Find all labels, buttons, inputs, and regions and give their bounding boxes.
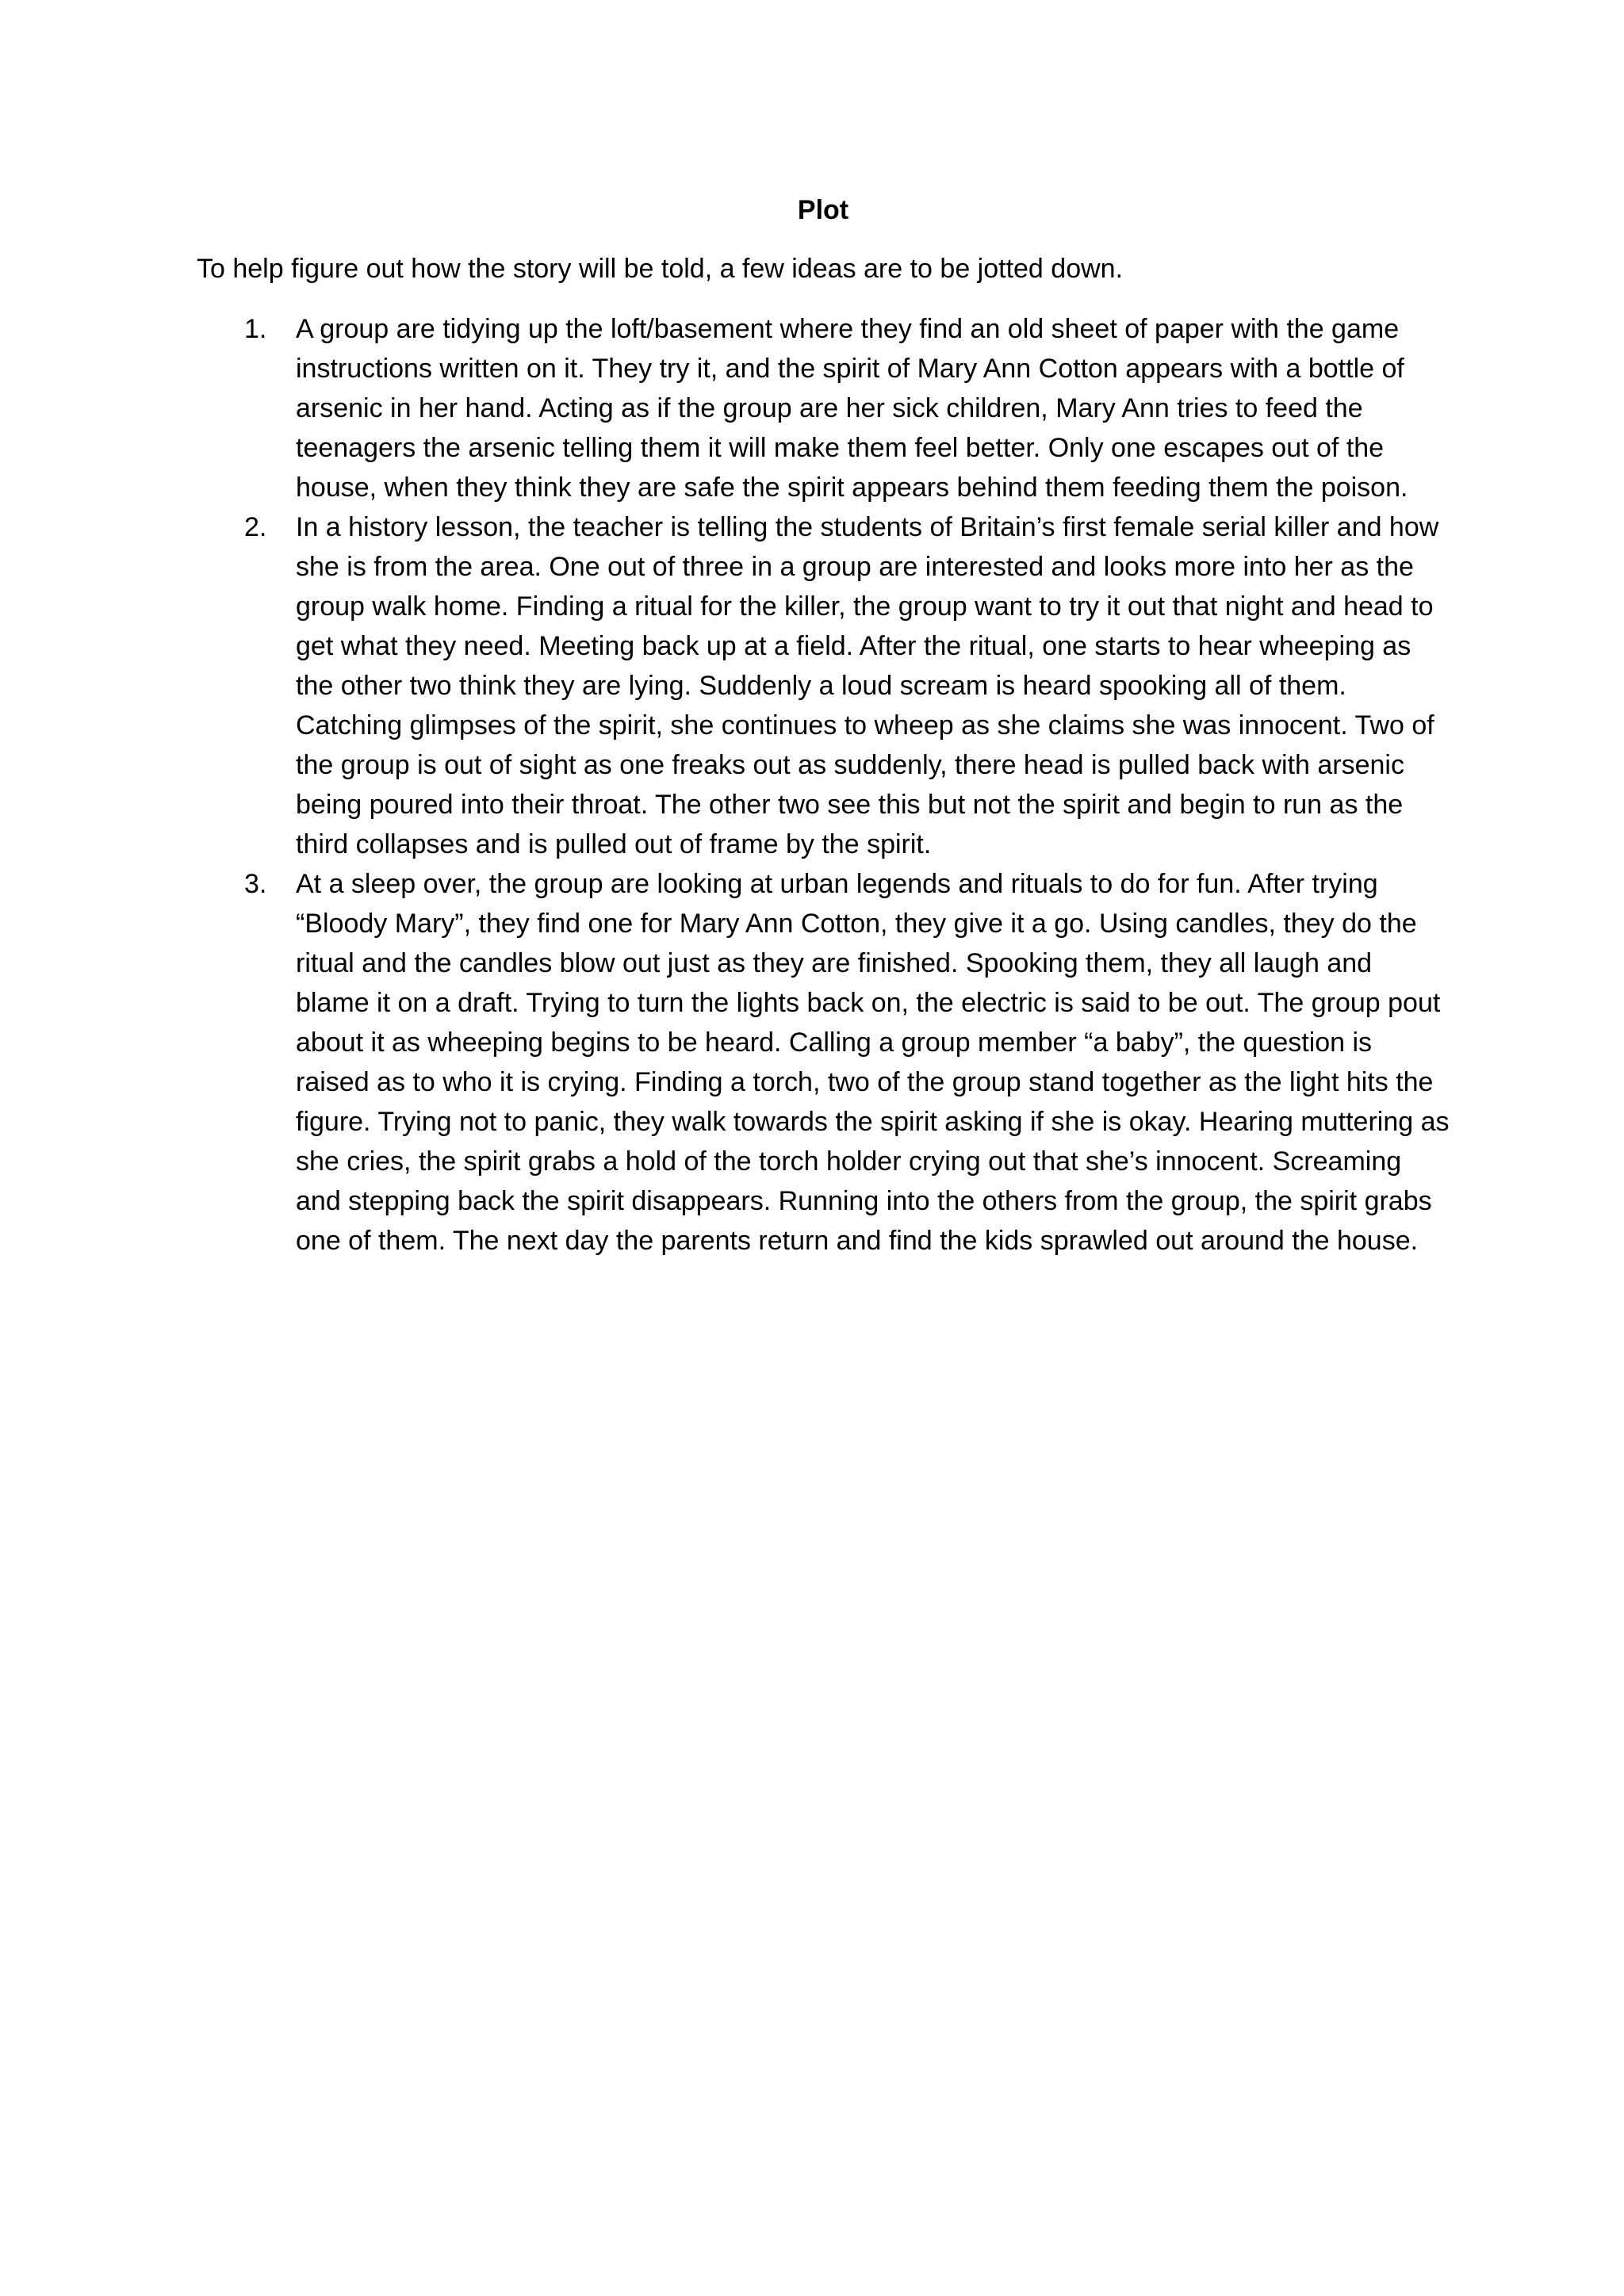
document-title: Plot [797,195,849,225]
list-item [197,864,1450,1261]
list-item [197,309,1450,507]
intro-paragraph: To help figure out how the story will be told, a few ideas are to be jotted down. [197,254,1124,284]
list-item-number: 3. [244,869,267,899]
document-page [197,190,1450,1261]
list-item-number: 2. [244,512,267,542]
list-item-text: At a sleep over, the group are looking at urban legends and rituals to do for fun. After trying “Bloody Mary”, they find one for Mary Ann Cotton, they give it a go. Using candles, they do the ritual and the candles blow out just as they are finished. Spooking them, they all laugh and blame it on a draft. Trying to turn the lights back on, the electric is said to be out. The group pout about it as wheeping begins to be heard. Calling a group member “a baby”, the question is raised as to who it is crying. Finding a torch, two of the group stand together as the light hits the figure. Trying not to panic, they walk towards the spirit asking if she is okay. Hearing muttering as she cries, the spirit grabs a hold of the torch holder crying out that she’s innocent. Screaming and stepping back the spirit disappears. Running into the others from the group, the spirit grabs one of them. The next day the parents return and find the kids sprawled out around the house. [296,869,1450,1256]
list-item [197,507,1450,864]
list-item-text: In a history lesson, the teacher is telling the students of Britain’s first female serial killer and how she is from the area. One out of three in a group are interested and looks more into her as the group walk home. Finding a ritual for the killer, the group want to try it out that night and head to get what they need. Meeting back up at a field. After the ritual, one starts to hear wheeping as the other two think they are lying. Suddenly a loud scream is heard spooking all of them. Catching glimpses of the spirit, she continues to wheep as she claims she was innocent. Two of the group is out of sight as one freaks out as suddenly, there head is pulled back with arsenic being poured into their throat. The other two see this but not the spirit and begin to run as the third collapses and is pulled out of frame by the spirit. [296,512,1439,859]
list-item-text: A group are tidying up the loft/basement where they find an old sheet of paper with the game instructions written on it. They try it, and the spirit of Mary Ann Cotton appears with a bottle of arsenic in her hand. Acting as if the group are her sick children, Mary Ann tries to feed the teenagers the arsenic telling them it will make them feel better. Only one escapes out of the house, when they think they are safe the spirit appears behind them feeding them the poison. [296,314,1408,503]
list-item-number: 1. [244,314,267,344]
plot-ideas-list [197,309,1450,1261]
